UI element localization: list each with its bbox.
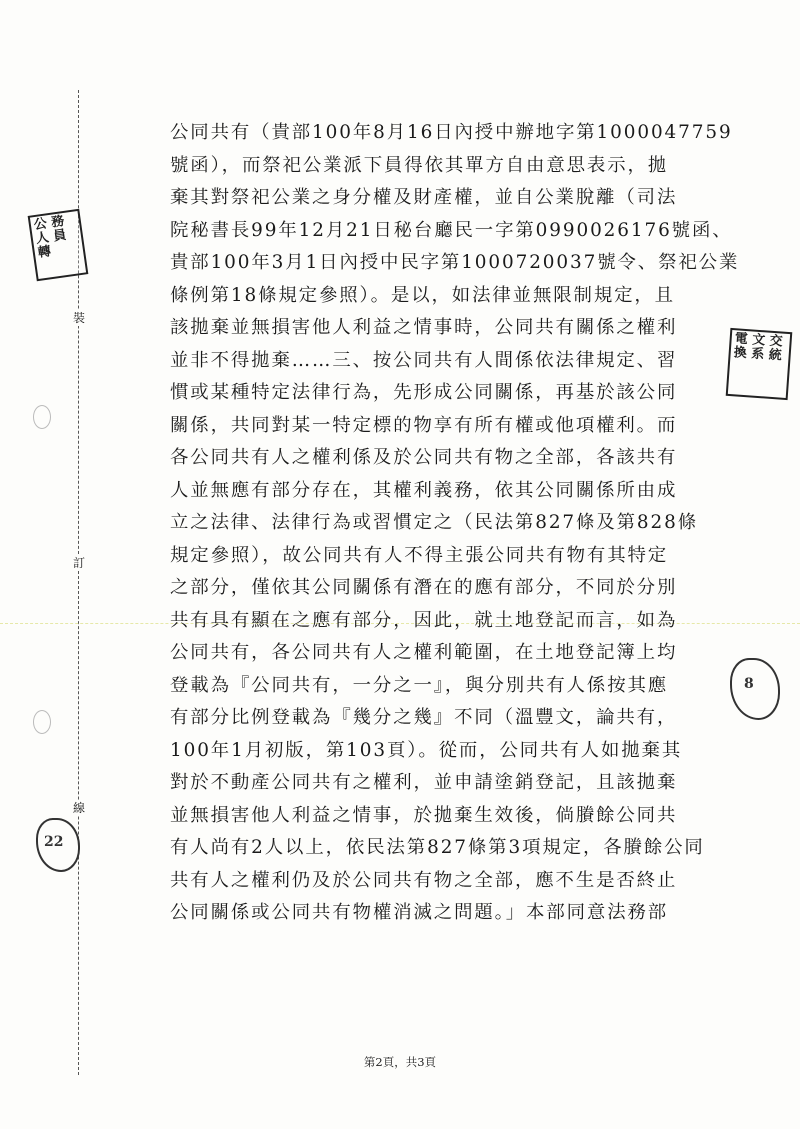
text-line: 院秘書長99年12月21日秘台廳民一字第0990026176號函、 <box>170 219 733 241</box>
text-line: 登載為『公同共有，一分之一』，與分別共有人係按其應 <box>170 674 669 696</box>
page-footer: 第2頁，共3頁 <box>363 1055 437 1069</box>
text-line: 關係，共同對某一特定標的物享有所有權或他項權利。而 <box>170 414 678 436</box>
text-line: 之部分，僅依其公同關係有潛在的應有部分，不同於分別 <box>170 577 678 598</box>
text-line: 貴部100年3月1日內授中民字第1000720037號令、祭祀公業 <box>170 252 740 273</box>
text-line: 立之法律、法律行為或習慣定之（民法第827條及第828條 <box>170 512 698 533</box>
body-text <box>170 117 740 930</box>
text-line: 共有具有顯在之應有部分，因此，就土地登記而言，如為 <box>170 609 678 631</box>
text-line: 並非不得拋棄……三、按公同共有人間係依法律規定、習 <box>170 349 678 371</box>
text-line: 100年1月初版，第103頁）。從而，公同共有人如拋棄其 <box>170 739 683 761</box>
text-line: 共有人之權利仍及於公同共有物之全部，應不生是否終止 <box>170 869 678 891</box>
text-line: 有部分比例登載為『幾分之幾』不同（溫豐文，論共有， <box>170 707 678 728</box>
text-line: 該拋棄並無損害他人利益之情事時，公同共有關係之權利 <box>170 317 678 338</box>
binding-mark-xian: 線 <box>68 800 90 816</box>
binding-mark-ding: 訂 <box>68 555 90 571</box>
scrawl-label-left: 22 <box>44 834 64 850</box>
binding-mark-zhuang: 裝 <box>68 310 90 326</box>
text-line: 公同共有（貴部100年8月16日內授中辦地字第1000047759 <box>170 122 733 143</box>
scrawl-mark-right <box>730 658 780 720</box>
text-line: 並無損害他人利益之情事，於拋棄生效後，倘賸餘公同共 <box>170 804 678 826</box>
text-line: 公同關係或公同共有物權消滅之問題。」本部同意法務部 <box>170 902 669 923</box>
punch-hole-top <box>33 405 51 429</box>
text-line: 各公同共有人之權利係及於公同共有物之全部，各該共有 <box>170 447 678 468</box>
stamp-right-top: 電 文 交 換 系 統 <box>726 328 793 400</box>
text-line: 公同共有，各公同共有人之權利範圍，在土地登記簿上均 <box>170 642 678 663</box>
punch-hole-bottom <box>33 710 51 734</box>
stamp-left-top: 公 務 人 員 轉 <box>28 209 89 282</box>
text-line: 對於不動產公同共有之權利，並申請塗銷登記，且該拋棄 <box>170 772 678 793</box>
text-line: 慣或某種特定法律行為，先形成公同關係，再基於該公同 <box>170 382 678 403</box>
text-line: 有人尚有2人以上，依民法第827條第3項規定，各賸餘公同 <box>170 837 705 858</box>
text-line: 規定參照），故公同共有人不得主張公同共有物有其特定 <box>170 544 669 566</box>
text-line: 人並無應有部分存在，其權利義務，依其公同關係所由成 <box>170 479 678 501</box>
text-line: 條例第18條規定參照）。是以，如法律並無限制規定，且 <box>170 284 675 306</box>
scrawl-label-right: 8 <box>744 676 754 692</box>
text-line: 棄其對祭祀公業之身分權及財產權，並自公業脫離（司法 <box>170 187 678 208</box>
text-line: 號函），而祭祀公業派下員得依其單方自由意思表示，拋 <box>170 154 669 176</box>
